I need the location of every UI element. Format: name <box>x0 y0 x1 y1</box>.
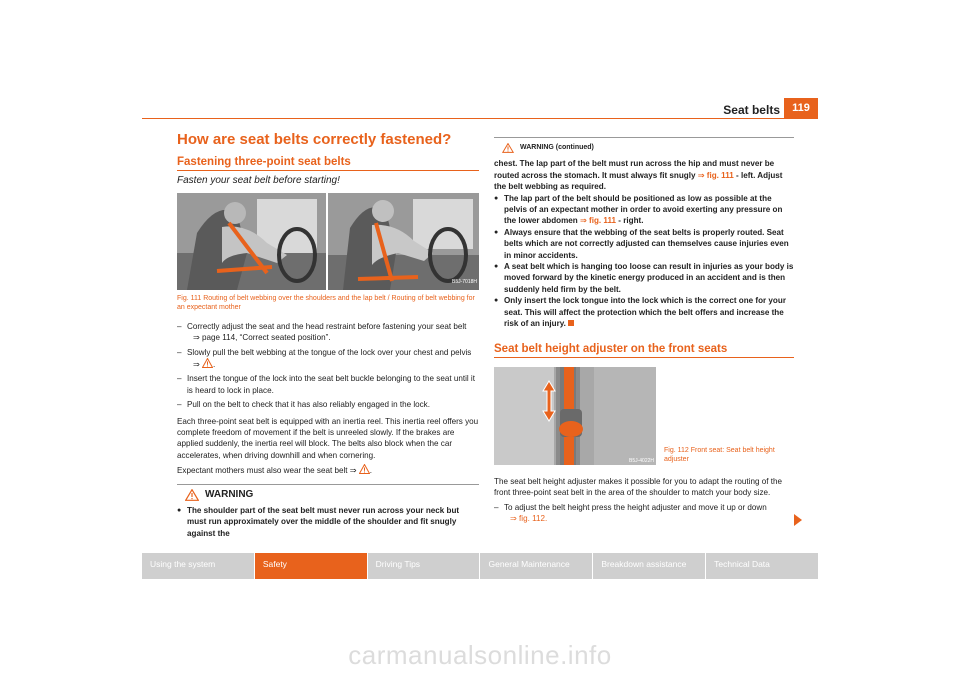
tab-safety[interactable]: Safety <box>255 553 367 579</box>
figure-111 <box>177 193 479 290</box>
warning-continued-title: WARNING (continued) <box>494 142 794 153</box>
figure-112-caption: Fig. 112 Front seat: Seat belt height adjuster <box>664 447 775 463</box>
subheading-height-adjuster: Seat belt height adjuster on the front seats <box>494 342 728 355</box>
warning-item-5: ● Only insert the lock tongue into the lock which is the correct one for your seat. This will affect the protection which the belt offers and increase the risk of an injury. <box>494 295 794 329</box>
warning-item-2: ● The lap part of the belt should be positioned as low as possible at the pelvis of an expectant mother in order to avoid exerting any pressure on the lower abdomen ⇒ fig. 111 - right. <box>494 193 794 227</box>
tab-driving-tips[interactable]: Driving Tips <box>368 553 480 579</box>
step-1-link[interactable]: ⇒ page 114, “Correct seated position”. <box>193 333 331 343</box>
figure-111-code: B5J-7018H <box>451 279 477 286</box>
steps-list <box>177 321 479 411</box>
intro-text: Fasten your seat belt before starting! <box>177 175 340 187</box>
tab-technical-data[interactable]: Technical Data <box>706 553 818 579</box>
end-marker-icon <box>568 320 574 326</box>
step-3: – Insert the tongue of the lock into the seat belt buckle belonging to the seat until it is heard to lock in place. <box>177 373 479 396</box>
running-section-title: Seat belts <box>723 103 780 117</box>
warning-item-4: ● A seat belt which is hanging too loose can result in injuries as your body is moved forward by the kinetic energy produced in an accident and is then suddenly held firm by the belt. <box>494 261 794 295</box>
left-column <box>177 157 479 539</box>
page-number: 119 <box>784 98 818 118</box>
right-column <box>494 137 794 358</box>
fig-112-link[interactable]: ⇒ fig. 112. <box>510 514 548 524</box>
figure-112-code: B5J-4022H <box>628 458 654 464</box>
expectant-mothers-paragraph: Expectant mothers must also wear the seat belt ⇒ . <box>177 466 373 476</box>
height-adjuster-text <box>494 476 794 528</box>
warning-triangle-icon <box>202 358 213 368</box>
step-2: – Slowly pull the belt webbing at the tongue of the lock over your chest and pelvis ⇒ . <box>177 347 479 371</box>
warning-triangle-icon <box>185 489 199 501</box>
warning-title: WARNING <box>177 489 479 501</box>
fig-111-link[interactable]: ⇒ fig. 111 <box>697 170 734 180</box>
figure-112-image <box>494 367 656 465</box>
inertia-reel-paragraph: Each three-point seat belt is equipped with an inertia reel. This inertia reel offers you complete freedom of movement if the belt is unreeled slowly. If the brakes are applied suddenly, the inertia reel will block. The belts also block when the car accelerates, when driving downhill and when cornering. <box>177 416 479 460</box>
step-4: – Pull on the belt to check that it has also reliably engaged in the lock. <box>177 399 479 410</box>
subheading-rule <box>177 170 479 171</box>
tab-breakdown-assistance[interactable]: Breakdown assistance <box>593 553 705 579</box>
next-page-arrow-icon[interactable] <box>794 514 802 526</box>
main-heading: How are seat belts correctly fastened? <box>177 131 452 148</box>
warning-box <box>177 484 479 539</box>
figure-111-caption: Fig. 111 Routing of belt webbing over the shoulders and the lap belt / Routing of belt webbing for an expectant mother <box>177 294 475 311</box>
height-adjuster-paragraph: The seat belt height adjuster makes it possible for you to adapt the routing of the front three-point seat belt in the area of the shoulder to match your body size. <box>494 477 782 498</box>
step-2-link[interactable]: ⇒ . <box>193 360 216 370</box>
figure-111-left-image <box>177 193 326 290</box>
warning-continued-box <box>494 137 794 330</box>
height-adjuster-step: – To adjust the belt height press the height adjuster and move it up or down ⇒ fig. 112. <box>494 502 794 525</box>
warning-text-continued: chest. The lap part of the belt must run across the hip and must never be routed across the stomach. It must always fit snugly ⇒ fig. 111 - left. Adjust the belt webbing as required. <box>494 159 783 192</box>
subheading-fastening: Fastening three-point seat belts <box>177 156 351 168</box>
tab-using-the-system[interactable]: Using the system <box>142 553 254 579</box>
header-rule <box>142 118 818 119</box>
warning-triangle-icon <box>359 464 370 474</box>
warning-triangle-icon <box>502 143 514 153</box>
figure-112 <box>494 367 656 465</box>
warning-item-1: ● The shoulder part of the seat belt must never run across your neck but must run approximately over the middle of the shoulder and fit snugly against the <box>177 505 479 539</box>
tab-general-maintenance[interactable]: General Maintenance <box>480 553 592 579</box>
figure-111-right-image <box>328 193 479 290</box>
warning-item-3: ● Always ensure that the webbing of the seat belts is properly routed. Seat belts which are not correctly adjusted can themselves cause injuries even in minor accidents. <box>494 227 794 261</box>
fig-111-link[interactable]: ⇒ fig. 111 <box>580 216 617 226</box>
footer-navigation <box>142 553 818 579</box>
step-1: – Correctly adjust the seat and the head restraint before fastening your seat belt ⇒ page 114, “Correct seated position”. <box>177 321 479 344</box>
watermark: carmanualsonline.info <box>348 640 612 670</box>
subheading-rule <box>494 357 794 358</box>
